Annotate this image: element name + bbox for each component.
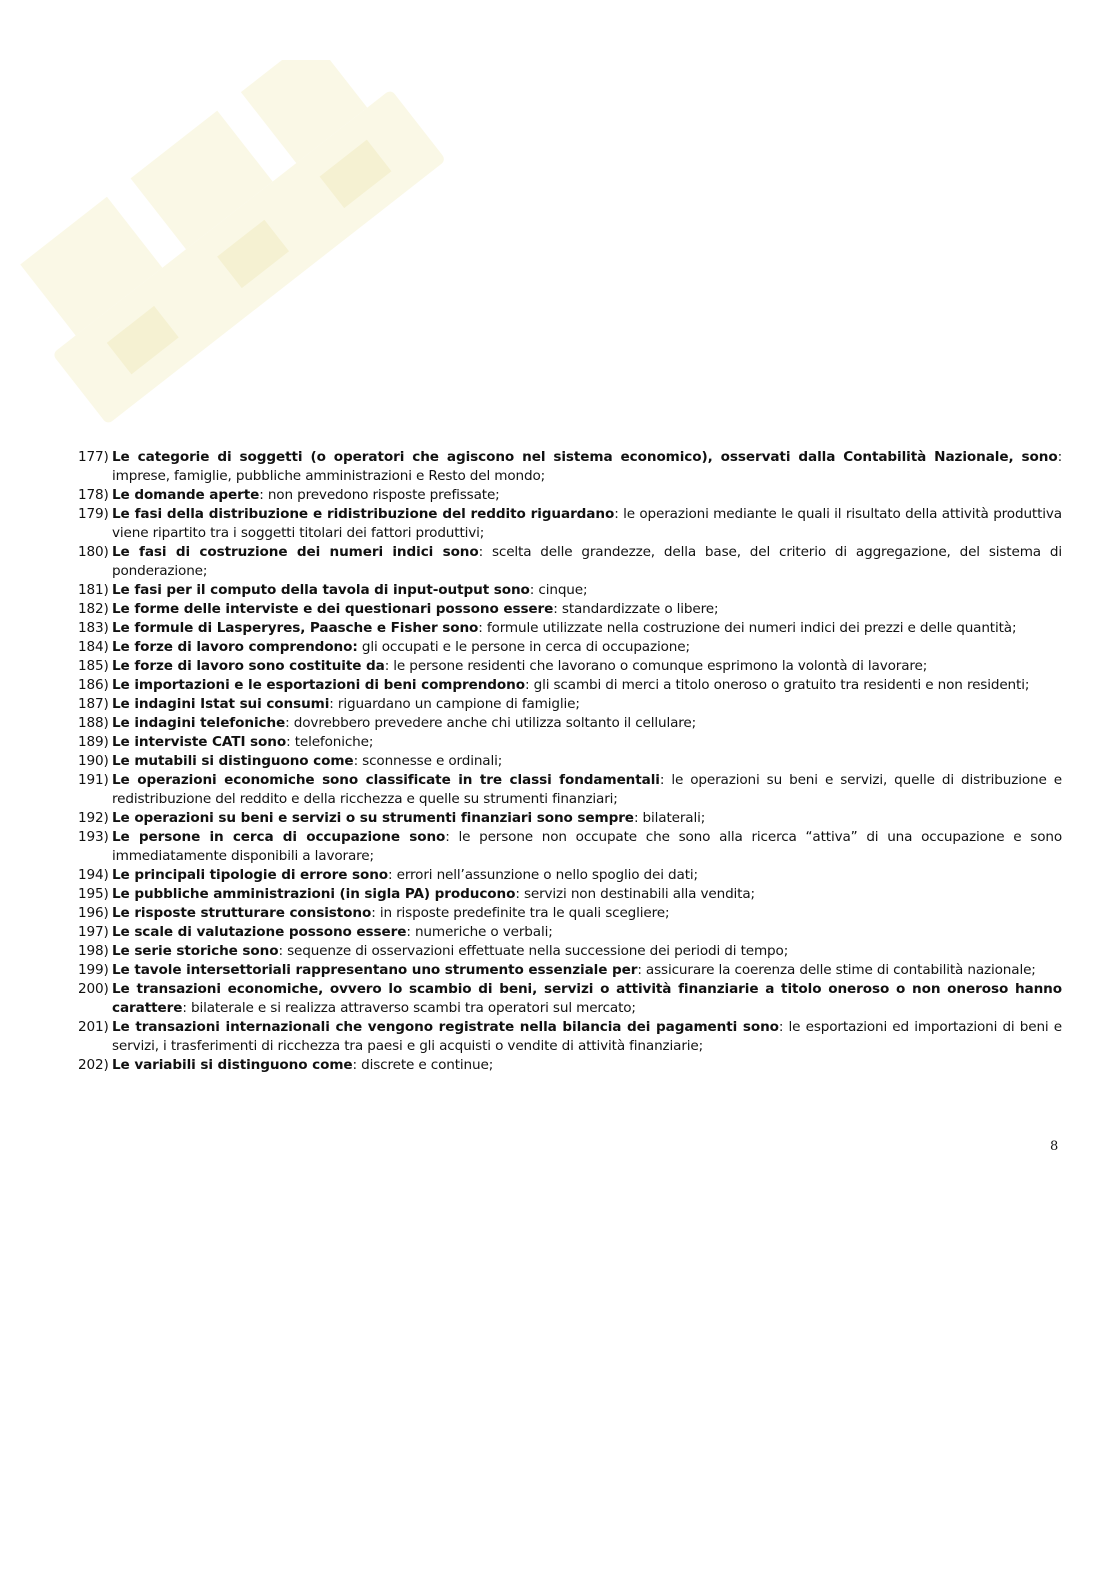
item-definition: : le esportazioni ed importazioni di beni e servizi, i trasferimenti di ricchezza tra paesi e gli acquisti o vendite di attività finanziarie; — [112, 1019, 1062, 1054]
list-item — [78, 733, 1062, 752]
item-definition: : errori nell’assunzione o nello spoglio dei dati; — [388, 867, 698, 883]
list-item — [78, 657, 1062, 676]
item-number: 195) — [78, 886, 109, 902]
item-text — [112, 505, 1062, 543]
item-number: 180) — [78, 544, 109, 560]
item-term: Le pubbliche amministrazioni (in sigla PA) producono — [112, 886, 516, 902]
item-definition: : bilaterale e si realizza attraverso scambi tra operatori sul mercato; — [182, 1000, 636, 1016]
item-number: 196) — [78, 905, 109, 921]
list-item — [78, 1018, 1062, 1056]
item-text — [112, 828, 1062, 866]
item-definition: : standardizzate o libere; — [553, 601, 719, 617]
list-item — [78, 505, 1062, 543]
item-definition: : riguardano un campione di famiglie; — [329, 696, 580, 712]
item-term: Le risposte strutturare consistono — [112, 905, 372, 921]
item-text — [112, 752, 1062, 771]
item-text — [112, 619, 1062, 638]
list-item — [78, 771, 1062, 809]
item-definition: : sequenze di osservazioni effettuate nella successione dei periodi di tempo; — [278, 943, 789, 959]
item-number: 199) — [78, 962, 109, 978]
item-term: Le tavole intersettoriali rappresentano uno strumento essenziale per — [112, 962, 638, 978]
item-definition: : le persone residenti che lavorano o comunque esprimono la volontà di lavorare; — [384, 658, 928, 674]
list-item — [78, 866, 1062, 885]
item-text — [112, 448, 1062, 486]
list-item — [78, 885, 1062, 904]
item-number: 198) — [78, 943, 109, 959]
item-term: Le operazioni su beni e servizi o su strumenti finanziari sono sempre — [112, 810, 634, 826]
list-item — [78, 752, 1062, 771]
list-item — [78, 961, 1062, 980]
list-item — [78, 923, 1062, 942]
item-definition: : le operazioni su beni e servizi, quelle di distribuzione e redistribuzione del reddito e della ricchezza e quelle su strumenti finanziari; — [112, 772, 1062, 807]
item-term: Le operazioni economiche sono classificate in tre classi fondamentali — [112, 772, 660, 788]
item-definition: : sconnesse e ordinali; — [353, 753, 503, 769]
page-number: 8 — [1050, 1139, 1059, 1154]
item-text — [112, 695, 1062, 714]
item-text — [112, 543, 1062, 581]
item-definition: : non prevedono risposte prefissate; — [259, 487, 500, 503]
list-item — [78, 543, 1062, 581]
item-number: 191) — [78, 772, 109, 788]
list-item — [78, 448, 1062, 486]
item-definition: : le persone non occupate che sono alla ricerca “attiva” di una occupazione e sono immediatamente disponibili a lavorare; — [112, 829, 1063, 864]
list-item — [78, 695, 1062, 714]
item-text — [112, 486, 1062, 505]
item-number: 192) — [78, 810, 109, 826]
item-number: 193) — [78, 829, 109, 845]
watermark-logo — [20, 60, 480, 440]
item-text — [112, 1018, 1062, 1056]
item-definition: : servizi non destinabili alla vendita; — [515, 886, 755, 902]
item-definition: : formule utilizzate nella costruzione dei numeri indici dei prezzi e delle quantità; — [478, 620, 1017, 636]
item-term: Le variabili si distinguono come — [112, 1057, 353, 1073]
list-item — [78, 486, 1062, 505]
item-number: 184) — [78, 639, 109, 655]
item-definition: : gli scambi di merci a titolo oneroso o gratuito tra residenti e non residenti; — [525, 677, 1030, 693]
item-term: Le categorie di soggetti (o operatori che agiscono nel sistema economico), osservati dalla Contabilità Nazionale, sono — [112, 449, 1058, 465]
list-item — [78, 714, 1062, 733]
item-term: Le transazioni economiche, ovvero lo scambio di beni, servizi o attività finanziarie a titolo oneroso o non oneroso hanno carattere — [112, 981, 1062, 1016]
item-definition: : imprese, famiglie, pubbliche amministrazioni e Resto del mondo; — [112, 449, 1062, 484]
item-text — [112, 638, 1062, 657]
list-item — [78, 942, 1062, 961]
item-text — [112, 885, 1062, 904]
item-number: 185) — [78, 658, 109, 674]
item-definition: : discrete e continue; — [352, 1057, 494, 1073]
item-text — [112, 714, 1062, 733]
item-number: 177) — [78, 449, 109, 465]
list-item — [78, 809, 1062, 828]
list-item — [78, 600, 1062, 619]
item-term: Le transazioni internazionali che vengono registrate nella bilancia dei pagamenti sono — [112, 1019, 779, 1035]
item-number: 201) — [78, 1019, 109, 1035]
item-term: Le principali tipologie di errore sono — [112, 867, 389, 883]
list-item — [78, 676, 1062, 695]
list-item — [78, 904, 1062, 923]
item-text — [112, 866, 1062, 885]
item-text — [112, 657, 1062, 676]
item-number: 178) — [78, 487, 109, 503]
item-text — [112, 809, 1062, 828]
item-text — [112, 771, 1062, 809]
item-definition: : assicurare la coerenza delle stime di contabilità nazionale; — [637, 962, 1036, 978]
item-term: Le fasi per il computo della tavola di input-output sono — [112, 582, 530, 598]
item-number: 202) — [78, 1057, 109, 1073]
item-definition: : dovrebbero prevedere anche chi utilizza soltanto il cellulare; — [285, 715, 697, 731]
item-definition: : telefoniche; — [286, 734, 374, 750]
item-term: Le formule di Lasperyres, Paasche e Fisher sono — [112, 620, 479, 636]
item-term: Le scale di valutazione possono essere — [112, 924, 407, 940]
item-term: Le forze di lavoro comprendono: — [112, 639, 358, 655]
item-term: Le persone in cerca di occupazione sono — [112, 829, 446, 845]
item-definition: : le operazioni mediante le quali il risultato della attività produttiva viene ripartito tra i soggetti titolari dei fattori produttivi; — [112, 506, 1062, 541]
item-term: Le fasi di costruzione dei numeri indici sono — [112, 544, 479, 560]
item-term: Le serie storiche sono — [112, 943, 279, 959]
item-text — [112, 733, 1062, 752]
item-definition: : bilaterali; — [633, 810, 706, 826]
item-number: 179) — [78, 506, 109, 522]
item-text — [112, 942, 1062, 961]
item-number: 181) — [78, 582, 109, 598]
list-item — [78, 638, 1062, 657]
item-text — [112, 676, 1062, 695]
list-item — [78, 980, 1062, 1018]
item-definition: : numeriche o verbali; — [406, 924, 553, 940]
item-term: Le forme delle interviste e dei questionari possono essere — [112, 601, 554, 617]
list-item — [78, 619, 1062, 638]
item-number: 200) — [78, 981, 109, 997]
item-term: Le mutabili si distinguono come — [112, 753, 354, 769]
item-text — [112, 980, 1062, 1018]
item-definition: : scelta delle grandezze, della base, del criterio di aggregazione, del sistema di ponderazione; — [112, 544, 1062, 579]
item-number: 183) — [78, 620, 109, 636]
item-term: Le fasi della distribuzione e ridistribuzione del reddito riguardano — [112, 506, 615, 522]
item-number: 190) — [78, 753, 109, 769]
item-term: Le importazioni e le esportazioni di beni comprendono — [112, 677, 525, 693]
item-term: Le domande aperte — [112, 487, 260, 503]
item-term: Le forze di lavoro sono costituite da — [112, 658, 385, 674]
item-text — [112, 600, 1062, 619]
item-number: 186) — [78, 677, 109, 693]
item-text — [112, 904, 1062, 923]
item-term: Le interviste CATI sono — [112, 734, 287, 750]
item-term: Le indagini Istat sui consumi — [112, 696, 330, 712]
item-text — [112, 1056, 1062, 1075]
item-definition: gli occupati e le persone in cerca di occupazione; — [357, 639, 690, 655]
item-number: 188) — [78, 715, 109, 731]
item-term: Le indagini telefoniche — [112, 715, 286, 731]
item-text — [112, 923, 1062, 942]
item-number: 182) — [78, 601, 109, 617]
item-number: 194) — [78, 867, 109, 883]
item-number: 187) — [78, 696, 109, 712]
item-number: 189) — [78, 734, 109, 750]
item-text — [112, 961, 1062, 980]
item-definition: : cinque; — [529, 582, 588, 598]
item-number: 197) — [78, 924, 109, 940]
list-item — [78, 828, 1062, 866]
item-text — [112, 581, 1062, 600]
list-item — [78, 581, 1062, 600]
list-item — [78, 1056, 1062, 1075]
definition-list — [78, 448, 1062, 1075]
item-definition: : in risposte predefinite tra le quali scegliere; — [371, 905, 670, 921]
